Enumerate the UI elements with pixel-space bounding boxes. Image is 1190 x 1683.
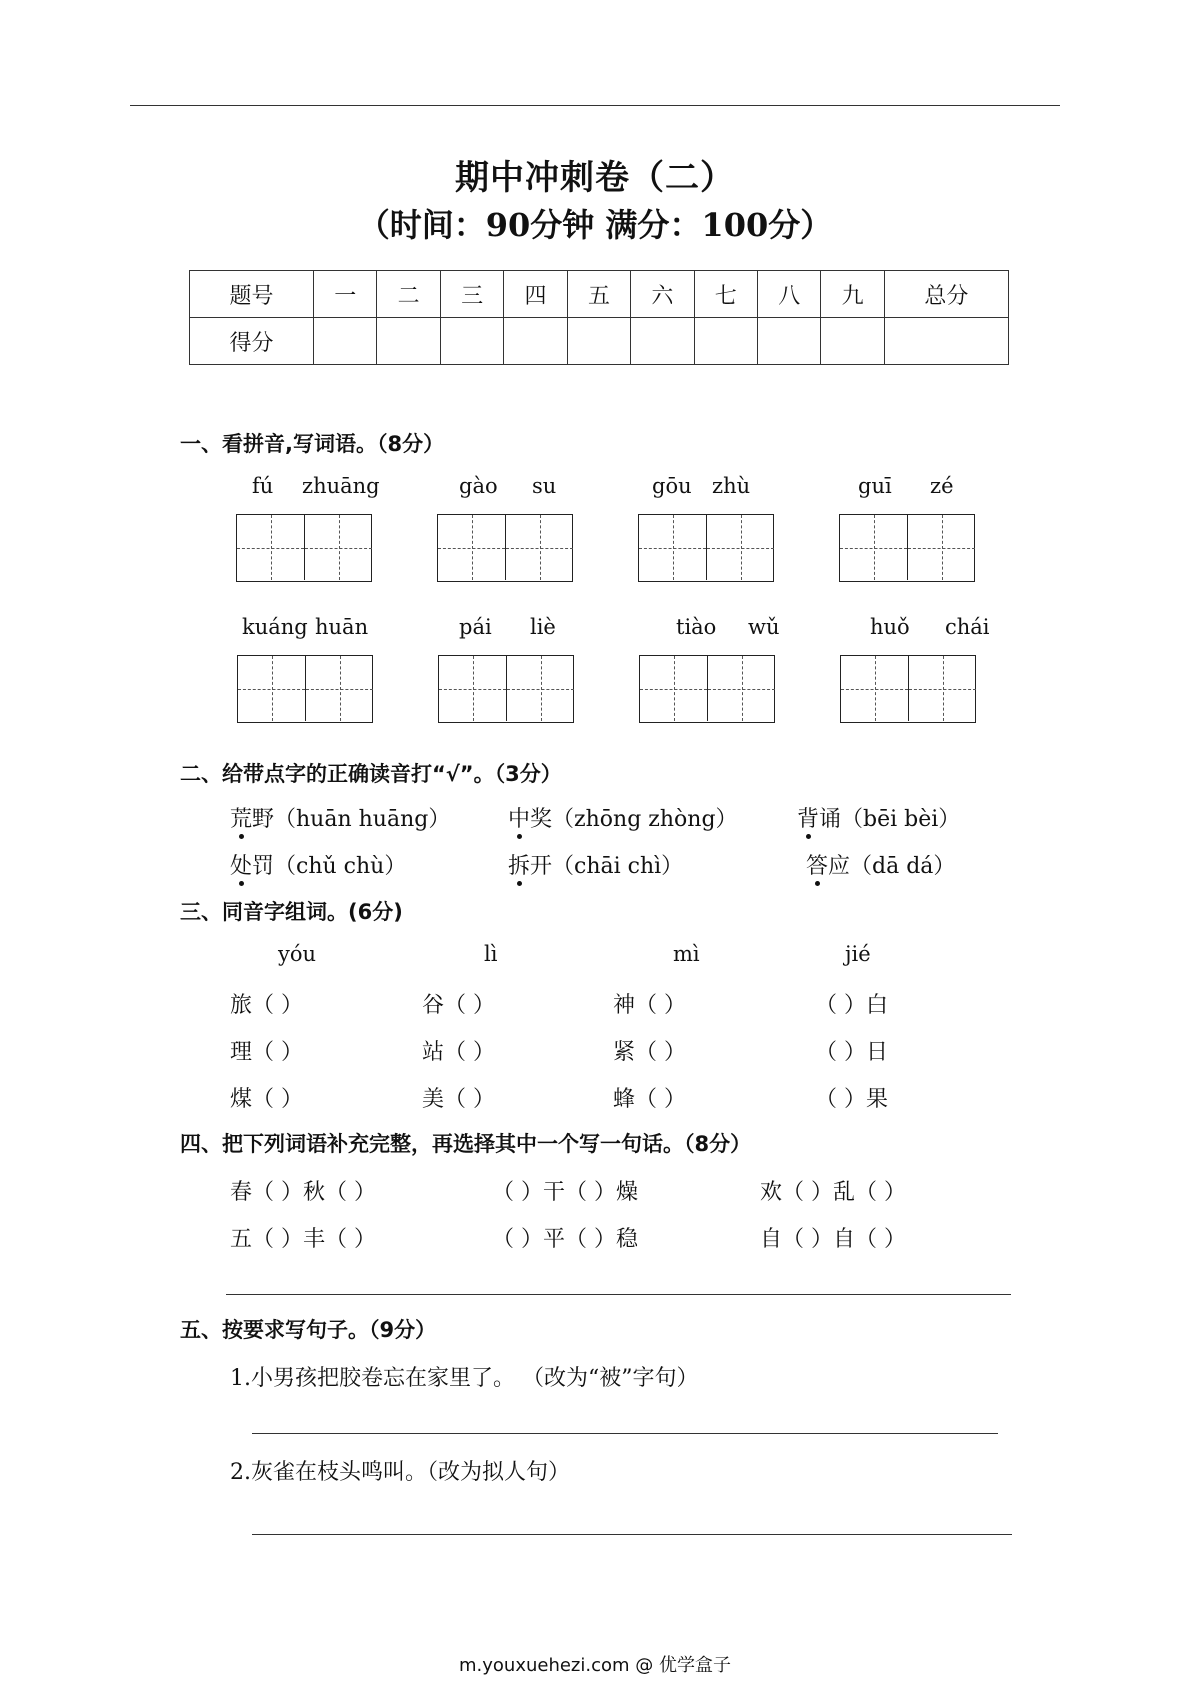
pinyin-label: jié: [845, 942, 871, 966]
writing-grid[interactable]: [639, 655, 775, 723]
reading-item-options: 野（huān huāng）: [252, 807, 451, 832]
pinyin-label: pái: [459, 615, 492, 639]
score-input-cell[interactable]: [314, 318, 377, 365]
blank-item[interactable]: 美（ ）: [422, 1087, 495, 1112]
pinyin-label: su: [532, 474, 557, 498]
score-input-cell[interactable]: [884, 318, 1008, 365]
question-2: 2.灰雀在枝头鸣叫。（改为拟人句）: [230, 1460, 570, 1485]
blank-item[interactable]: 五（ ）丰（ ）: [230, 1227, 376, 1252]
pinyin-label: kuáng: [242, 615, 308, 639]
answer-line[interactable]: [252, 1433, 998, 1434]
blank-item[interactable]: 旅（ ）: [230, 993, 303, 1018]
answer-line[interactable]: [226, 1294, 1011, 1295]
pinyin-label: zhuāng: [302, 474, 380, 498]
pinyin-label: guī: [858, 474, 892, 498]
reading-item[interactable]: [230, 802, 450, 833]
dotted-char: 拆: [508, 849, 530, 880]
blank-item[interactable]: 煤（ ）: [230, 1087, 303, 1112]
writing-grid[interactable]: [438, 655, 574, 723]
section-1-heading: 一、看拼音,写词语。（8分）: [180, 432, 445, 456]
score-cell: 八: [758, 271, 821, 318]
score-table-header-row: [190, 271, 1009, 318]
reading-item-options: 罚（chǔ chù）: [252, 854, 407, 879]
dotted-char: 处: [230, 849, 252, 880]
pinyin-label: chái: [945, 615, 990, 639]
writing-grid[interactable]: [437, 514, 573, 582]
question-1: 1.小男孩把胶卷忘在家里了。 （改为“被”字句）: [230, 1366, 699, 1391]
pinyin-label: wǔ: [748, 615, 780, 639]
score-cell: 总分: [884, 271, 1008, 318]
blank-item[interactable]: 自（ ）自（ ）: [760, 1227, 906, 1252]
blank-item[interactable]: （ ）白: [815, 993, 888, 1018]
reading-item-options: 应（dā dá）: [828, 854, 956, 879]
pinyin-label: lì: [484, 942, 498, 966]
blank-item[interactable]: （ ）平（ ）稳: [492, 1227, 638, 1252]
blank-item[interactable]: 神（ ）: [613, 993, 686, 1018]
pinyin-label: liè: [530, 615, 556, 639]
score-table-score-row: [190, 318, 1009, 365]
dotted-char: 答: [806, 849, 828, 880]
score-input-cell[interactable]: [440, 318, 503, 365]
writing-grid[interactable]: [638, 514, 774, 582]
dotted-char: 荒: [230, 802, 252, 833]
score-cell: 一: [314, 271, 377, 318]
score-input-cell[interactable]: [567, 318, 630, 365]
writing-grid[interactable]: [236, 514, 372, 582]
section-2-heading: 二、给带点字的正确读音打“√”。（3分）: [180, 762, 562, 786]
score-input-cell[interactable]: [758, 318, 821, 365]
score-cell: 六: [631, 271, 694, 318]
blank-item[interactable]: 春（ ）秋（ ）: [230, 1180, 376, 1205]
blank-item[interactable]: 蜂（ ）: [613, 1087, 686, 1112]
footer-watermark: m.youxuehezi.com @ 优学盒子: [458, 1655, 731, 1676]
reading-item-options: 奖（zhōng zhòng）: [530, 807, 738, 832]
score-cell: 四: [504, 271, 567, 318]
score-cell: 九: [821, 271, 884, 318]
writing-grid[interactable]: [840, 655, 976, 723]
reading-item[interactable]: [797, 802, 960, 833]
header-rule: [130, 105, 1060, 106]
score-input-cell[interactable]: [631, 318, 694, 365]
blank-item[interactable]: 欢（ ）乱（ ）: [760, 1180, 906, 1205]
pinyin-label: gōu: [652, 474, 692, 498]
reading-item[interactable]: [508, 849, 683, 880]
section-5-heading: 五、按要求写句子。（9分）: [180, 1318, 437, 1342]
reading-item[interactable]: [806, 849, 955, 880]
blank-item[interactable]: 紧（ ）: [613, 1040, 686, 1065]
blank-item[interactable]: 理（ ）: [230, 1040, 303, 1065]
score-cell: 七: [694, 271, 757, 318]
score-input-cell[interactable]: [377, 318, 440, 365]
score-cell: 五: [567, 271, 630, 318]
reading-item[interactable]: [508, 802, 738, 833]
score-row-label: 得分: [190, 318, 314, 365]
pinyin-label: huǒ: [870, 615, 910, 639]
score-input-cell[interactable]: [694, 318, 757, 365]
section-4-heading: 四、把下列词语补充完整，再选择其中一个写一句话。（8分）: [180, 1132, 752, 1156]
pinyin-label: mì: [673, 942, 700, 966]
score-input-cell[interactable]: [821, 318, 884, 365]
pinyin-label: tiào: [676, 615, 717, 639]
blank-item[interactable]: 谷（ ）: [422, 993, 495, 1018]
blank-item[interactable]: （ ）日: [815, 1040, 888, 1065]
answer-line[interactable]: [252, 1534, 1012, 1535]
page-subtitle: （时间：90分钟 满分：100分）: [357, 206, 833, 244]
section-3-heading: 三、同音字组词。(6分): [180, 900, 403, 924]
blank-item[interactable]: （ ）果: [815, 1087, 888, 1112]
pinyin-label: huān: [315, 615, 369, 639]
dotted-char: 中: [508, 802, 530, 833]
pinyin-label: fú: [252, 474, 274, 498]
blank-item[interactable]: （ ）干（ ）燥: [492, 1180, 638, 1205]
pinyin-label: yóu: [278, 942, 317, 966]
reading-item-options: 诵（bēi bèi）: [819, 807, 961, 832]
pinyin-label: zé: [930, 474, 954, 498]
reading-item-options: 开（chāi chì）: [530, 854, 684, 879]
score-input-cell[interactable]: [504, 318, 567, 365]
score-table: [189, 270, 1009, 365]
page-title: 期中冲刺卷（二）: [455, 158, 735, 198]
blank-item[interactable]: 站（ ）: [422, 1040, 495, 1065]
pinyin-label: zhù: [712, 474, 751, 498]
score-cell: 三: [440, 271, 503, 318]
reading-item[interactable]: [230, 849, 406, 880]
pinyin-label: gào: [459, 474, 498, 498]
dotted-char: 背: [797, 802, 819, 833]
score-cell: 二: [377, 271, 440, 318]
writing-grid[interactable]: [839, 514, 975, 582]
score-cell: 题号: [190, 271, 314, 318]
writing-grid[interactable]: [237, 655, 373, 723]
